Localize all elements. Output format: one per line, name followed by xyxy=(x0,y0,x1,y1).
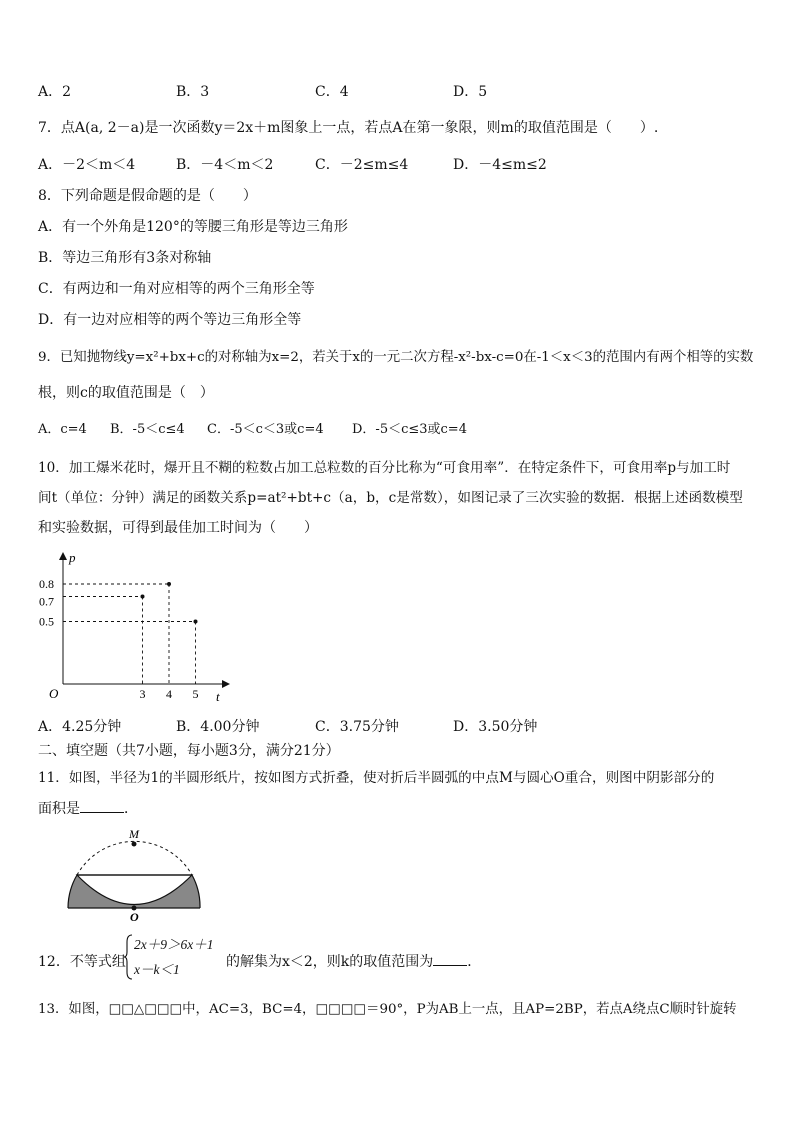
x-tick-label: 4 xyxy=(166,687,172,701)
q11-line2-suffix: ． xyxy=(124,801,138,817)
q11-line1: 11．如图，半径为1的半圆形纸片，按如图方式折叠，使对折后半圆弧的中点M与圆心O重合，则图中阴影部分的 xyxy=(38,770,715,786)
x-tick-label: 5 xyxy=(192,687,199,701)
q11-answer-blank[interactable] xyxy=(80,800,124,813)
q10-option-b: B．4.00分钟 xyxy=(176,719,260,735)
q8-option-a: A．有一个外角是120°的等腰三角形是等边三角形 xyxy=(38,219,348,235)
q12-brace xyxy=(124,934,134,980)
q11-line2 xyxy=(38,800,138,818)
q10-line1: 10．加工爆米花时，爆开且不糊的粒数占加工总粒数的百分比称为“可食用率”．在特定条件下，可食用率p与加工时 xyxy=(38,460,731,476)
q12-suffix: ． xyxy=(467,954,482,970)
q7-option-d: D．－4≤m≤2 xyxy=(453,157,547,173)
y-tick-label: 0.5 xyxy=(39,614,54,629)
data-point xyxy=(167,582,171,586)
x-tick-label: 3 xyxy=(139,687,146,701)
q9-option-b: B．-5＜c≤4 xyxy=(110,422,185,437)
q11-line2-prefix: 面积是 xyxy=(38,801,80,817)
y-tick-label: 0.7 xyxy=(39,594,54,609)
q9-option-a: A．c=4 xyxy=(38,422,87,437)
q12-prefix: 12．不等式组 xyxy=(38,954,126,970)
y-axis-label: p xyxy=(69,550,76,565)
q10-option-a: A．4.25分钟 xyxy=(38,719,122,735)
q7-stem: 7．点A(a, 2－a)是一次函数y＝2x＋m图象上一点，若点A在第一象限，则m的取值范围是（ ）. xyxy=(38,120,659,136)
q7-option-c: C．－2≤m≤4 xyxy=(315,157,409,173)
q12-condition xyxy=(226,953,481,971)
x-axis-label: t xyxy=(216,689,220,704)
q10-line2: 间t（单位：分钟）满足的函数关系p=at²+bt+c（a，b，c是常数），如图记录了三次实验的数据．根据上述函数模型 xyxy=(38,490,743,506)
q10-graph xyxy=(36,548,236,708)
q10-option-d: D．3.50分钟 xyxy=(453,719,538,735)
q12-inequality-2: x－k＜1 xyxy=(134,962,180,977)
q9-option-c: C．-5＜c＜3或c=4 xyxy=(207,422,324,437)
q7-option-b: B．－4＜m＜2 xyxy=(176,157,274,173)
q9-option-d: D．-5＜c≤3或c=4 xyxy=(352,422,467,437)
q8-option-b: B．等边三角形有3条对称轴 xyxy=(38,250,212,266)
origin-label: O xyxy=(49,686,59,701)
q7-option-a: A．－2＜m＜4 xyxy=(38,157,136,173)
q8-option-c: C．有两边和一角对应相等的两个三角形全等 xyxy=(38,281,315,297)
q6-option-c: C．4 xyxy=(315,84,349,100)
q10-line3: 和实验数据，可得到最佳加工时间为（ ） xyxy=(38,520,318,536)
q12-inequality-1: 2x＋9＞6x＋1 xyxy=(134,937,214,952)
label-o: O xyxy=(130,910,139,922)
y-tick-label: 0.8 xyxy=(39,577,54,591)
q8-stem: 8．下列命题是假命题的是（ ） xyxy=(38,188,257,204)
data-point xyxy=(194,620,198,624)
q6-option-b: B．3 xyxy=(176,84,210,100)
q10-option-c: C．3.75分钟 xyxy=(315,719,399,735)
q9-line1: 9．已知抛物线y=x²+bx+c的对称轴为x=2，若关于x的一元二次方程-x²-bx-c=0在-1＜x＜3的范围内有两个相等的实数 xyxy=(38,350,754,365)
q11-figure xyxy=(60,826,210,922)
data-point xyxy=(141,595,145,599)
section-heading: 二、填空题（共7小题，每小题3分，满分21分） xyxy=(38,743,340,759)
q12-answer-blank[interactable] xyxy=(433,953,467,966)
q13-line1: 13．如图，□□△□□□中，AC=3，BC=4，□□□□＝90°，P为AB上一点，且AP=2BP，若点A绕点C顺时针旋转 xyxy=(38,1002,737,1017)
q6-option-d: D．5 xyxy=(453,84,488,100)
q12-middle: 的解集为x＜2，则k的取值范围为 xyxy=(226,954,434,970)
q6-option-a: A．2 xyxy=(38,84,72,100)
label-m: M xyxy=(129,827,139,841)
point-m xyxy=(132,842,137,847)
q9-line2: 根，则c的取值范围是（ ） xyxy=(38,385,214,401)
q8-option-d: D．有一边对应相等的两个等边三角形全等 xyxy=(38,312,302,328)
